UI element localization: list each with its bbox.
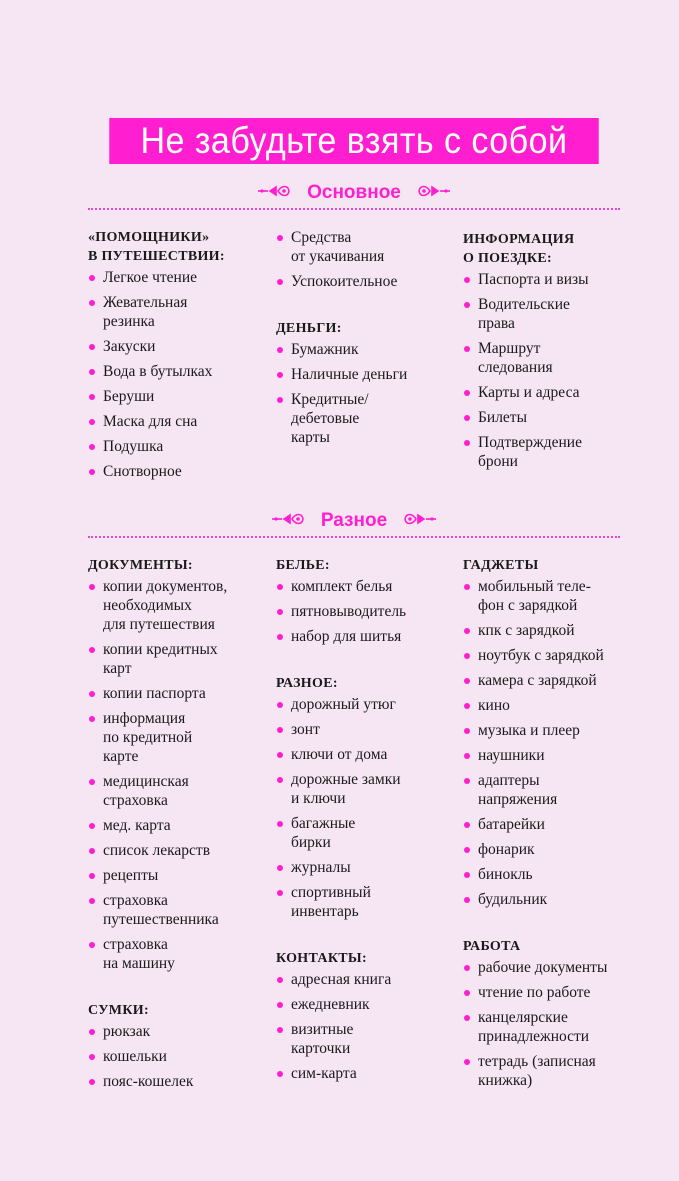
- list-item: кино: [463, 696, 638, 715]
- list-item: рецепты: [88, 866, 273, 885]
- list-item: информация по кредитной карте: [88, 709, 273, 766]
- page-title: Не забудьте взять с собой: [109, 118, 598, 164]
- list-item: сим-карта: [276, 1064, 461, 1083]
- section-header-main: [88, 182, 620, 204]
- ornament-left-icon: [270, 510, 306, 532]
- list-item: Снотворное: [88, 462, 273, 481]
- item-list: [463, 577, 638, 909]
- list-item: спортивный инвентарь: [276, 883, 461, 921]
- list-item: журналы: [276, 858, 461, 877]
- list-item: мед. карта: [88, 816, 273, 835]
- list-item: будильник: [463, 890, 638, 909]
- item-list: [276, 695, 461, 921]
- list-item: батарейки: [463, 815, 638, 834]
- section-title-main: Основное: [307, 182, 401, 203]
- list-item: медицинская страховка: [88, 772, 273, 810]
- list-item: страховка на машину: [88, 935, 273, 973]
- category-heading: ДОКУМЕНТЫ:: [88, 558, 193, 573]
- main-column-helpers: [88, 228, 273, 487]
- list-item: камера с зарядкой: [463, 671, 638, 690]
- list-item: кпк с зарядкой: [463, 621, 638, 640]
- item-list: [276, 340, 461, 447]
- list-item: мобильный теле- фон с зарядкой: [463, 577, 638, 615]
- list-item: тетрадь (записная книжка): [463, 1052, 638, 1090]
- list-item: ключи от дома: [276, 745, 461, 764]
- section-title-misc: Разное: [320, 510, 388, 531]
- list-item: Водительские права: [463, 295, 633, 333]
- list-item: дорожный утюг: [276, 695, 461, 714]
- list-item: адаптеры напряжения: [463, 771, 638, 809]
- list-item: ежедневник: [276, 995, 461, 1014]
- category-heading: СУМКИ:: [88, 1003, 149, 1018]
- category-heading: РАБОТА: [463, 939, 521, 954]
- list-item: музыка и плеер: [463, 721, 638, 740]
- list-item: наушники: [463, 746, 638, 765]
- list-item: пояс-кошелек: [88, 1072, 273, 1091]
- list-item: Подушка: [88, 437, 273, 456]
- list-item: фонарик: [463, 840, 638, 859]
- misc-column-other: [276, 556, 461, 1089]
- list-item: Беруши: [88, 387, 273, 406]
- item-list: [276, 228, 461, 291]
- list-item: багажные бирки: [276, 814, 461, 852]
- category-heading: «ПОМОЩНИКИ» В ПУТЕШЕСТВИИ:: [88, 230, 225, 264]
- list-item: Карты и адреса: [463, 383, 633, 402]
- misc-column-documents: [88, 556, 273, 1097]
- list-item: Бумажник: [276, 340, 461, 359]
- list-item: ноутбук с зарядкой: [463, 646, 638, 665]
- item-list: [88, 577, 273, 973]
- list-item: Успокоительное: [276, 272, 461, 291]
- list-item: Вода в бутылках: [88, 362, 273, 381]
- list-item: визитные карточки: [276, 1020, 461, 1058]
- section-header-misc: [88, 510, 620, 532]
- misc-column-gadgets: [463, 556, 638, 1096]
- item-list: [88, 268, 273, 481]
- list-item: страховка путешественника: [88, 891, 273, 929]
- list-item: пятновыводитель: [276, 602, 461, 621]
- ornament-right-icon: [402, 510, 438, 532]
- list-item: Жевательная резинка: [88, 293, 273, 331]
- list-item: Легкое чтение: [88, 268, 273, 287]
- category-heading: ГАДЖЕТЫ: [463, 558, 539, 573]
- list-item: Кредитные/ дебетовые карты: [276, 390, 461, 447]
- list-item: копии кредитных карт: [88, 640, 273, 678]
- list-item: рабочие документы: [463, 958, 638, 977]
- item-list: [276, 577, 461, 646]
- list-item: комплект белья: [276, 577, 461, 596]
- ornament-left-icon: [256, 182, 292, 204]
- list-item: канцелярские принадлежности: [463, 1008, 638, 1046]
- category-heading: БЕЛЬЕ:: [276, 558, 330, 573]
- list-item: адресная книга: [276, 970, 461, 989]
- list-item: бинокль: [463, 865, 638, 884]
- list-item: копии паспорта: [88, 684, 273, 703]
- main-column-trip-info: [463, 230, 633, 477]
- divider-main: [88, 208, 620, 210]
- list-item: зонт: [276, 720, 461, 739]
- list-item: Паспорта и визы: [463, 270, 633, 289]
- category-heading: КОНТАКТЫ:: [276, 951, 367, 966]
- category-heading: ДЕНЬГИ:: [276, 321, 342, 336]
- list-item: чтение по работе: [463, 983, 638, 1002]
- ornament-right-icon: [416, 182, 452, 204]
- category-heading: РАЗНОЕ:: [276, 676, 338, 691]
- list-item: Средства от укачивания: [276, 228, 461, 266]
- list-item: Закуски: [88, 337, 273, 356]
- list-item: кошельки: [88, 1047, 273, 1066]
- list-item: Подтверждение брони: [463, 433, 633, 471]
- divider-misc: [88, 536, 620, 538]
- list-item: Маршрут следования: [463, 339, 633, 377]
- list-item: Билеты: [463, 408, 633, 427]
- list-item: набор для шитья: [276, 627, 461, 646]
- list-item: Наличные деньги: [276, 365, 461, 384]
- list-item: список лекарств: [88, 841, 273, 860]
- list-item: Маска для сна: [88, 412, 273, 431]
- main-column-money: [276, 228, 461, 453]
- list-item: копии документов, необходимых для путешествия: [88, 577, 273, 634]
- list-item: рюкзак: [88, 1022, 273, 1041]
- item-list: [88, 1022, 273, 1091]
- list-item: дорожные замки и ключи: [276, 770, 461, 808]
- item-list: [463, 270, 633, 471]
- item-list: [463, 958, 638, 1090]
- item-list: [276, 970, 461, 1083]
- category-heading: ИНФОРМАЦИЯ О ПОЕЗДКЕ:: [463, 232, 575, 266]
